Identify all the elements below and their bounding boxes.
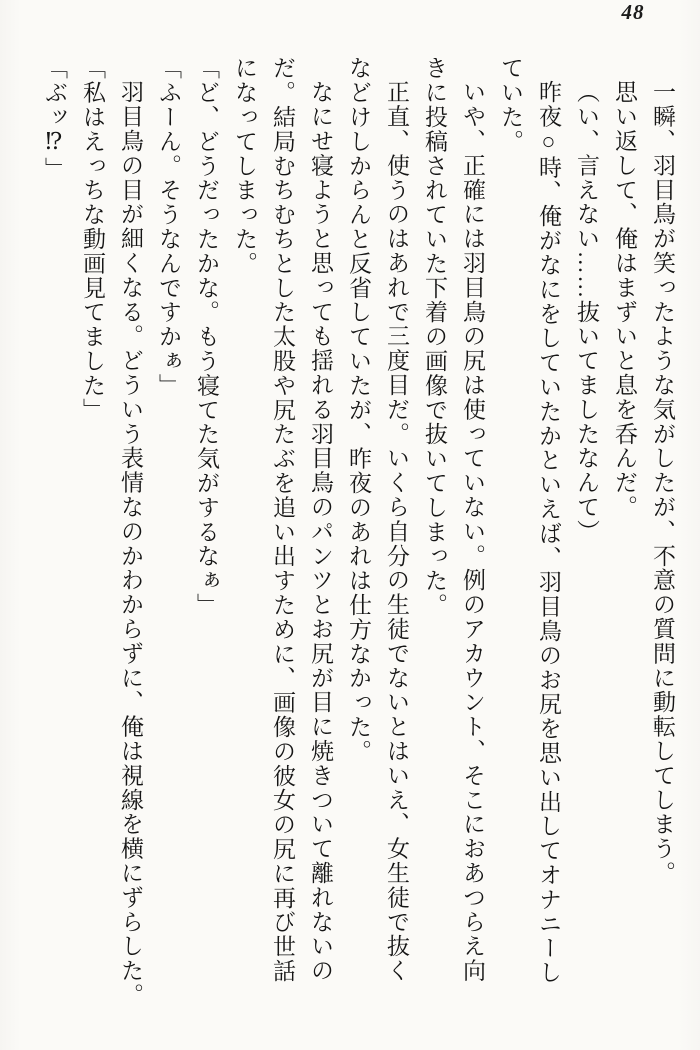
text-line-10: なにせ寝ようと思っても揺れる羽目鳥のパンツとお尻が目に焼きついて離れないの xyxy=(308,80,333,984)
text-line-7: きに投稿されていた下着の画像で抜いてしまった。 xyxy=(422,56,447,618)
text-line-12: になってしまった。 xyxy=(232,56,257,276)
text-line-16: 「私はえっちな動画見てました」 xyxy=(80,56,105,422)
text-line-9: などけしからんと反省していたが、昨夜のあれは仕方なかった。 xyxy=(346,56,371,764)
text-line-5: ていた。 xyxy=(498,56,523,154)
page-number: 48 xyxy=(621,0,645,24)
text-line-4: 昨夜○時、俺がなにをしていたかといえば、羽目鳥のお尻を思い出してオナニーし xyxy=(536,80,561,986)
text-block xyxy=(35,56,681,1036)
text-line-15: 羽目鳥の目が細くなる。どういう表情なのかわからずに、俺は視線を横にずらした。 xyxy=(118,80,143,1008)
text-line-2: 思い返して、俺はまずいと息を呑んだ。 xyxy=(612,80,637,520)
text-line-3: （い、言えない……抜いてましたなんて） xyxy=(574,80,599,544)
text-line-8: 正直、使うのはあれで三度目だ。いくら自分の生徒でないとはいえ、女生徒で抜く xyxy=(384,80,409,984)
text-line-14: 「ふーん。そうなんですかぁ」 xyxy=(156,56,181,398)
text-line-13: 「ど、どうだったかな。もう寝てた気がするなぁ」 xyxy=(194,56,219,618)
text-line-11: だ。結局むちむちとした太股や尻たぶを追い出すために、画像の彼女の尻に再び世話 xyxy=(270,56,295,984)
text-line-17: 「ぶッ⁉」 xyxy=(42,56,67,181)
text-line-1: 一瞬、羽目鳥が笑ったような気がしたが、不意の質問に動転してしまう。 xyxy=(650,80,675,886)
text-line-6: いや、正確には羽目鳥の尻は使っていない。例のアカウント、そこにおあつらえ向 xyxy=(460,80,485,984)
